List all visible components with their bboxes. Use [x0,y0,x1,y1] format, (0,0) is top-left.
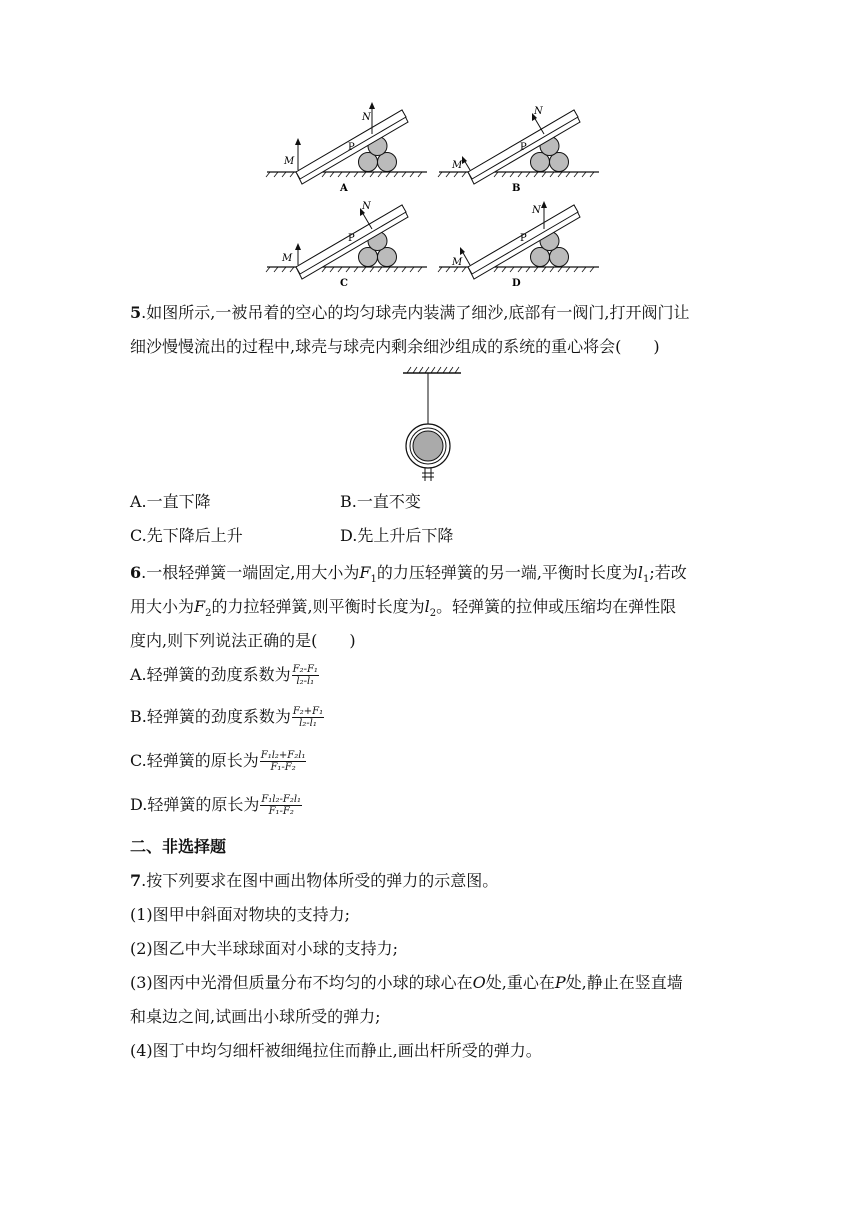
figure-b-m-label: M [452,160,463,171]
figure-a-n-label: N [362,112,371,123]
q6-option-a-numerator: F₂-F₁ [292,664,318,675]
q6-text2a: 用大小为 [130,597,195,616]
q6-f2-sub: 2 [205,608,212,620]
figure-d [434,193,604,288]
q6-option-c[interactable] [130,750,306,773]
figure-a-p-label: P [348,142,355,153]
q6-l2-sub: 2 [429,608,437,620]
q6-option-c-numerator: F₁l₂+F₂l₁ [260,750,306,761]
q7-sub3-text-a: (3)图丙中光滑但质量分布不均匀的小球的球心在 [130,973,473,992]
q6-option-a-text: A.轻弹簧的劲度系数为 [130,665,291,684]
q6-option-b-fraction [292,706,324,729]
q7-sub3 [130,972,683,994]
q6-option-a[interactable] [130,664,319,687]
q7-sub3-p: P [554,973,566,992]
q6-text1a: .一根轻弹簧一端固定,用大小为 [141,563,360,582]
figure-d-m-label: M [452,257,463,268]
q5-option-d[interactable]: D.先上升后下降 [340,526,454,545]
q5-line2: 细沙慢慢流出的过程中,球壳与球壳内剩余细沙组成的系统的重心将会( ) [130,337,660,356]
figure-b-p-label: P [520,142,527,153]
q6-f1: F [359,563,371,582]
hanging-shell-figure [403,366,461,486]
q6-option-d-denominator: F₁-F₂ [268,806,294,817]
q6-option-c-text: C.轻弹簧的原长为 [130,751,259,770]
figure-c [262,193,432,288]
q7-sub4: (4)图丁中均匀细杆被细绳拉住而静止,画出杆所受的弹力。 [130,1041,542,1060]
figure-d-n-label: N [532,205,541,216]
q6-option-b[interactable] [130,706,324,729]
q7-sub1: (1)图甲中斜面对物块的支持力; [130,905,351,924]
figure-a-m-label: M [284,156,295,167]
q6-text2c: 。轻弹簧的拉伸或压缩均在弹性限 [436,597,677,616]
q6-number: 6 [130,563,142,582]
q6-f2: F [194,597,206,616]
figure-b-caption: B [512,183,521,193]
q6-option-d-fraction [260,794,302,817]
q6-option-b-text: B.轻弹簧的劲度系数为 [130,707,291,726]
q6-option-d-numerator: F₁l₂-F₂l₁ [261,794,302,805]
q6-option-d[interactable] [130,794,302,817]
q5-text1: .如图所示,一被吊着的空心的均匀球壳内装满了细沙,底部有一阀门,打开阀门让 [141,303,690,322]
q7-intro [130,870,498,892]
q6-option-d-text: D.轻弹簧的原长为 [130,795,260,814]
figure-c-m-label: M [282,253,293,264]
q6-text2b: 的力拉轻弹簧,则平衡时长度为 [211,597,425,616]
q7-number: 7 [130,871,142,890]
q6-l1-sub: 1 [643,574,650,586]
q6-option-c-fraction [260,750,307,773]
q6-line1 [130,562,687,591]
q5-number: 5 [130,303,142,322]
q6-line2 [130,596,676,625]
figure-d-p-label: P [520,233,527,244]
q6-option-b-denominator: l₂-l₁ [299,718,317,729]
q5-option-c[interactable]: C.先下降后上升 [130,526,243,545]
figure-b [434,98,604,193]
figure-c-n-label: N [362,201,371,212]
q5-option-a[interactable]: A.一直下降 [130,492,211,511]
figure-a-caption: A [340,183,348,193]
figure-c-p-label: P [348,233,355,244]
q6-text1b: 的力压轻弹簧的另一端,平衡时长度为 [376,563,638,582]
q7-sub3-text-b: 处,重心在 [485,973,555,992]
q6-option-b-numerator: F₂+F₁ [292,706,324,717]
q5-line1 [130,302,690,324]
q6-option-a-denominator: l₂-l₁ [296,676,315,687]
q4-figure-grid [262,98,602,288]
q6-text1c: ;若改 [649,563,687,582]
q6-f1-sub: 1 [370,574,377,586]
figure-c-caption: C [340,278,348,288]
q6-l2: l [424,597,430,616]
figure-a [262,98,432,193]
q6-option-c-denominator: F₁-F₂ [270,762,296,773]
figure-b-n-label: N [534,106,543,117]
q7-sub3-line2: 和桌边之间,试画出小球所受的弹力; [130,1007,381,1026]
q7-sub2: (2)图乙中大半球球面对小球的支持力; [130,939,399,958]
q6-option-a-fraction [292,664,319,687]
q7-intro-text: .按下列要求在图中画出物体所受的弹力的示意图。 [141,871,499,890]
section-heading: 二、非选择题 [130,837,227,856]
q5-option-b[interactable]: B.一直不变 [340,492,421,511]
figure-d-caption: D [512,278,521,288]
q6-l1: l [637,563,644,582]
q6-line3: 度内,则下列说法正确的是( ) [130,631,356,650]
q7-sub3-o: O [472,973,486,992]
q7-sub3-text-c: 处,静止在竖直墙 [565,973,683,992]
